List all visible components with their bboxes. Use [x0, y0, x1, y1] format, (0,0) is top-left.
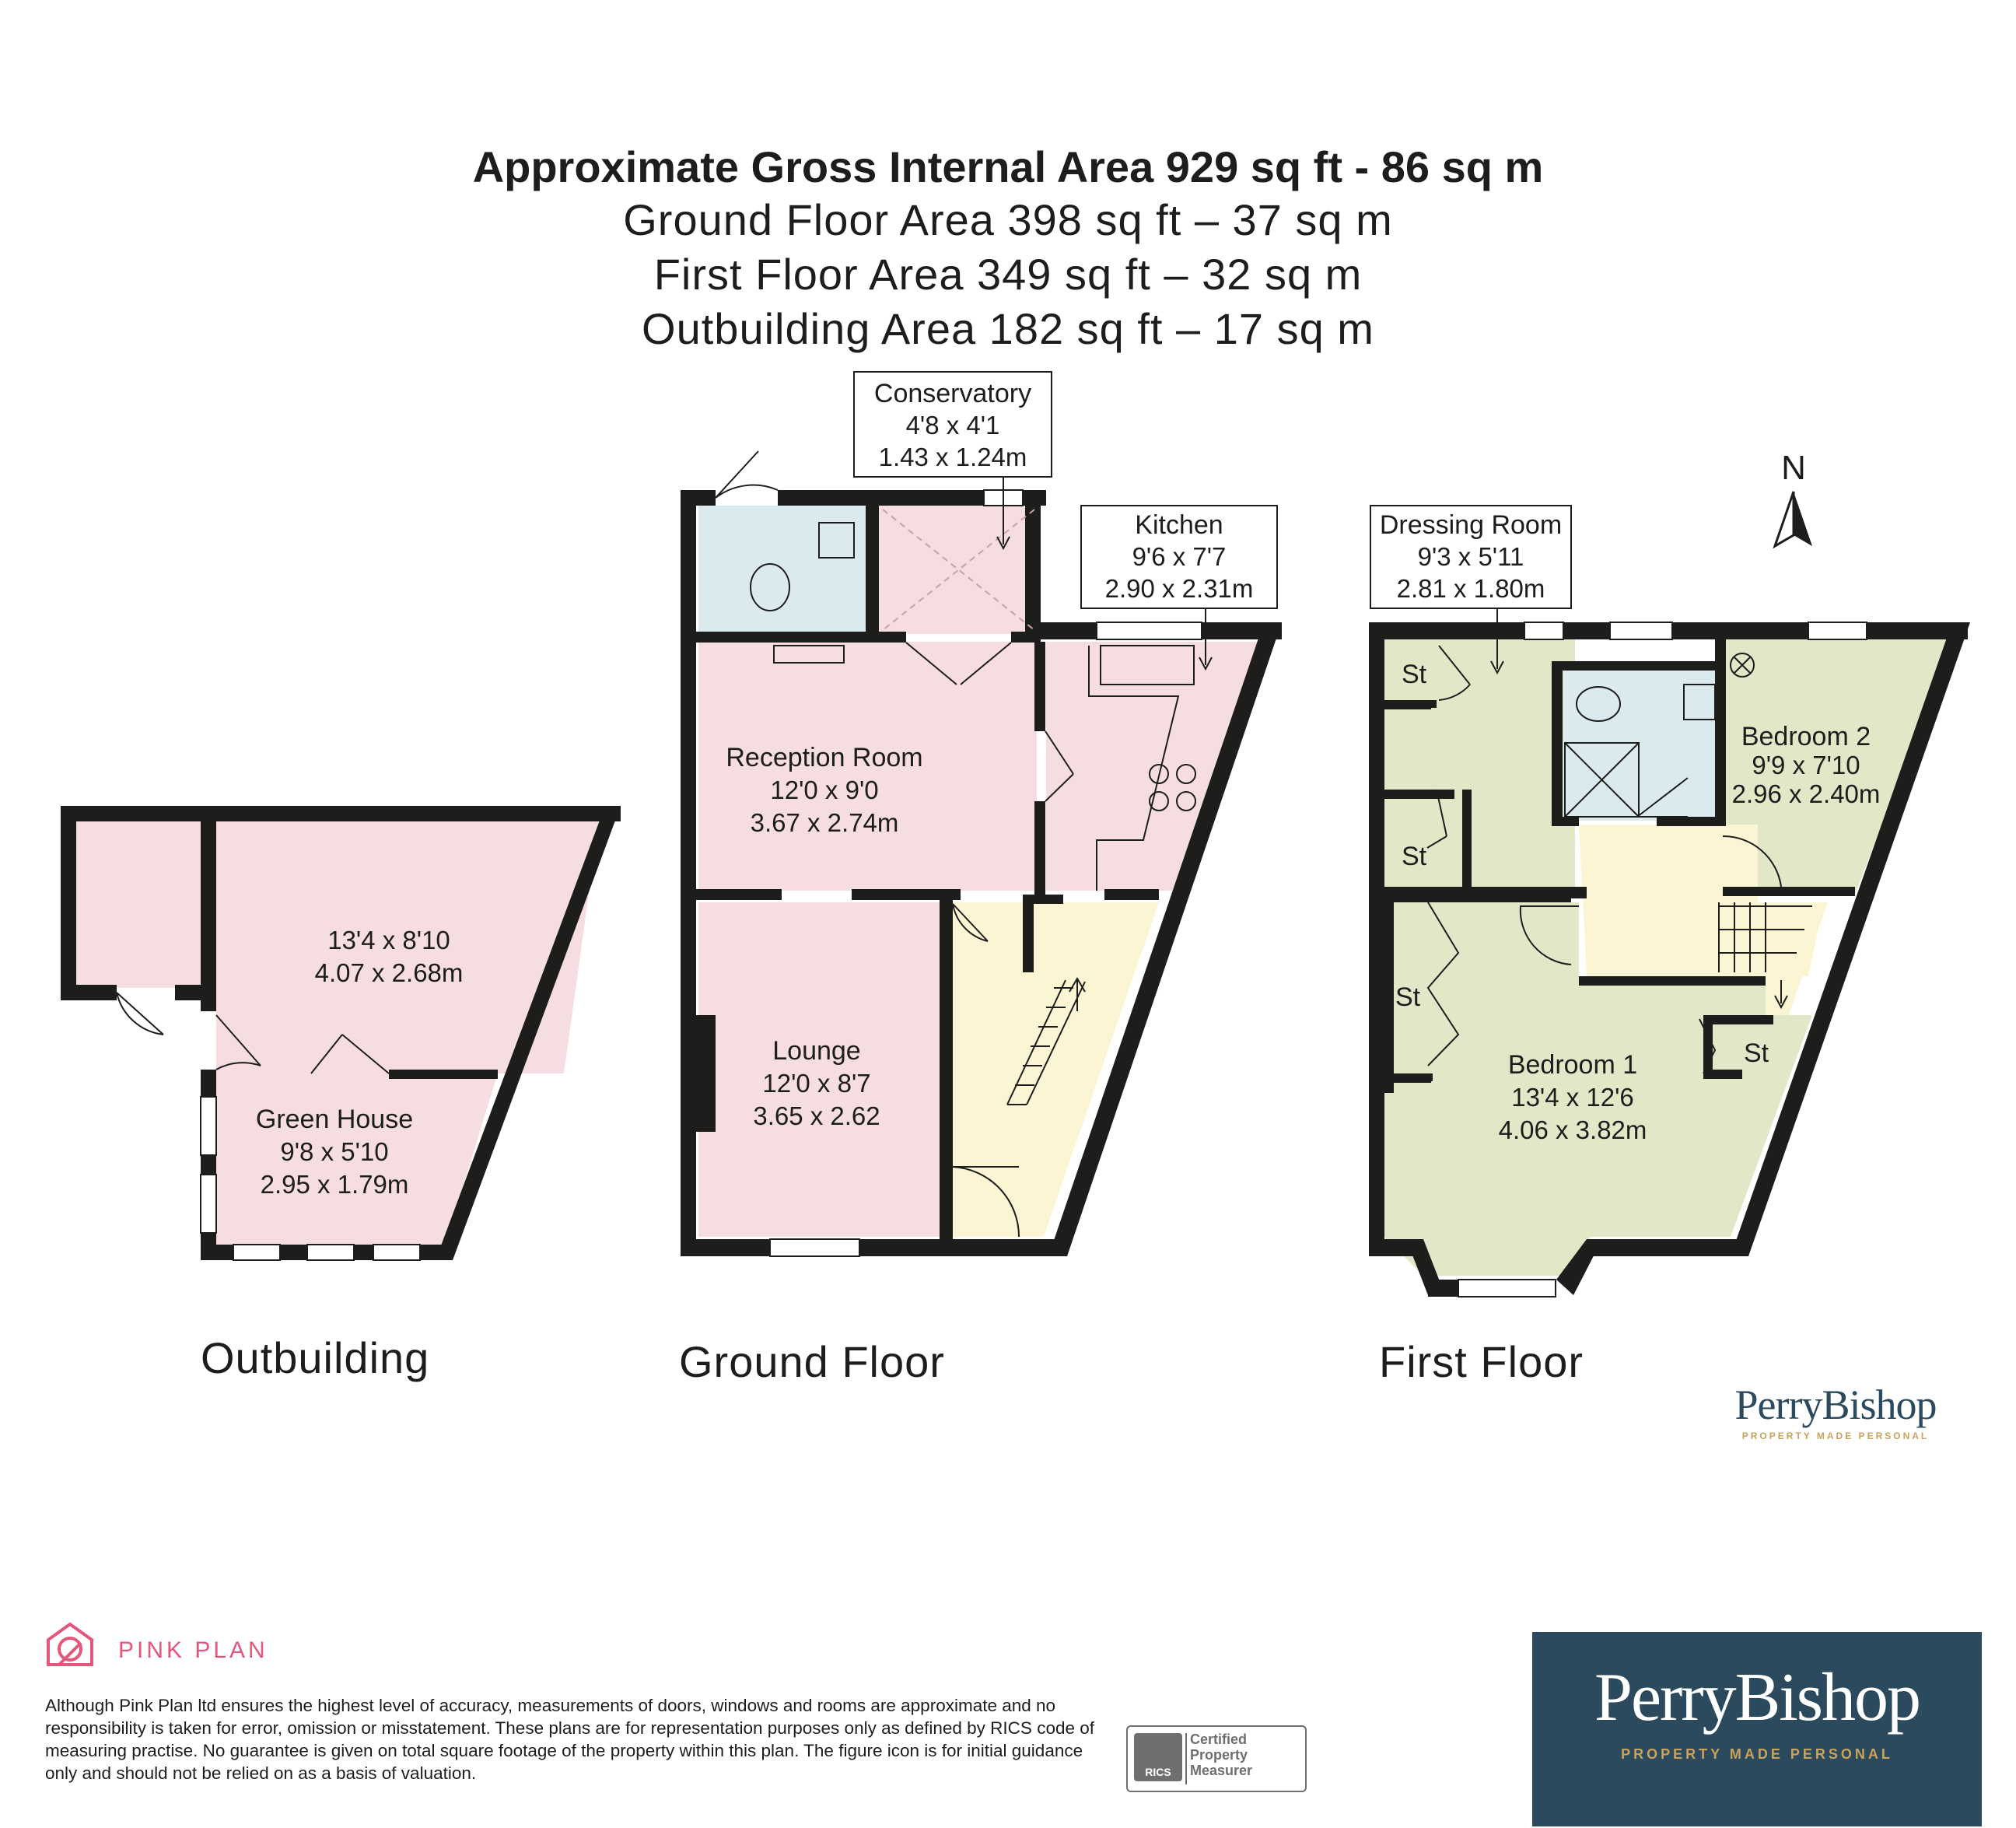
- shower-room-floor: [1563, 669, 1723, 821]
- bedroom1-dim-metric: 4.06 x 3.82m: [1498, 1115, 1647, 1144]
- green-house-label: Green House: [255, 1105, 414, 1134]
- reception-label: Reception Room: [726, 743, 923, 772]
- ground-floor-label: Ground Floor: [679, 1337, 945, 1386]
- outbuilding-store-floor: [76, 821, 208, 988]
- brand-tagline-large: PROPERTY MADE PERSONAL: [1621, 1746, 1893, 1762]
- rics-divider: [1185, 1733, 1187, 1784]
- dressing-room-dim-imperial: 9'3 x 5'11: [1417, 542, 1524, 571]
- lounge-label: Lounge: [772, 1036, 861, 1066]
- kitchen-dim-metric: 2.90 x 2.31m: [1104, 574, 1254, 603]
- bedroom1-label: Bedroom 1: [1507, 1050, 1638, 1080]
- bedroom2-dim-imperial: 9'9 x 7'10: [1752, 751, 1860, 779]
- disclaimer-text: Although Pink Plan ltd ensures the highest level of accuracy, measurements of doors, windows and rooms are approximate and no responsibility is taken for error, omission or misstatement. These plans are for representation purposes only as defined by RICS code of measuring practise. No guarantee is given on total square footage of the property within this plan. The figure icon is for initial guidance only and should not be relied on as a basis of valuation.: [45, 1696, 1095, 1783]
- brand-logo-small: [1723, 1381, 1948, 1441]
- first-floor-label: First Floor: [1379, 1337, 1584, 1386]
- rics-certified-badge: [1126, 1725, 1307, 1792]
- outbuilding-area: Outbuilding Area 182 sq ft – 17 sq m: [642, 304, 1374, 353]
- compass-north-label: N: [1781, 449, 1806, 487]
- bedroom2-label: Bedroom 2: [1741, 722, 1871, 751]
- brand-name-large: PerryBishop: [1594, 1660, 1920, 1735]
- first-floor-area: First Floor Area 349 sq ft – 32 sq m: [653, 250, 1363, 299]
- ground-floor-plan: [681, 372, 1282, 1256]
- store-label-2: St: [1401, 842, 1427, 871]
- pinkplan-label: PINK PLAN: [118, 1637, 268, 1663]
- green-house-dim-imperial: 9'8 x 5'10: [280, 1137, 389, 1166]
- rics-line2: Property: [1190, 1747, 1248, 1763]
- kitchen-label: Kitchen: [1135, 510, 1223, 540]
- store-label-4: St: [1743, 1038, 1769, 1068]
- bedroom1-dim-imperial: 13'4 x 12'6: [1511, 1083, 1634, 1112]
- rics-line3: Measurer: [1190, 1763, 1253, 1778]
- rics-logo-icon: RICS: [1134, 1733, 1182, 1781]
- rics-line1: Certified: [1190, 1732, 1248, 1747]
- reception-dim-metric: 3.67 x 2.74m: [750, 808, 899, 837]
- brand-tagline-small: PROPERTY MADE PERSONAL: [1741, 1431, 1930, 1441]
- pinkplan-logo-icon: [48, 1624, 92, 1665]
- conservatory-label: Conservatory: [873, 379, 1032, 408]
- green-house-dim-metric: 2.95 x 1.79m: [260, 1170, 409, 1199]
- conservatory-dim-metric: 1.43 x 1.24m: [878, 443, 1027, 471]
- lounge-dim-imperial: 12'0 x 8'7: [762, 1069, 871, 1098]
- outbuilding-room-dim-metric: 4.07 x 2.68m: [314, 958, 464, 987]
- bedroom2-dim-metric: 2.96 x 2.40m: [1731, 779, 1881, 808]
- ground-floor-area: Ground Floor Area 398 sq ft – 37 sq m: [623, 195, 1393, 244]
- brand-logo-box: [1532, 1632, 1982, 1826]
- store-label-3: St: [1395, 982, 1421, 1012]
- outbuilding-plan: [61, 806, 621, 1260]
- outbuilding-floor-label: Outbuilding: [201, 1333, 430, 1382]
- rics-text: [1190, 1732, 1252, 1778]
- outbuilding-room-dim-imperial: 13'4 x 8'10: [327, 926, 450, 954]
- lounge-dim-metric: 3.65 x 2.62: [753, 1101, 880, 1130]
- gross-area-title: Approximate Gross Internal Area 929 sq ft - 86 sq m: [472, 142, 1544, 191]
- dressing-room-label: Dressing Room: [1379, 510, 1563, 540]
- reception-dim-imperial: 12'0 x 9'0: [770, 776, 879, 804]
- first-floor-plan: [1369, 449, 1970, 1297]
- dressing-room-dim-metric: 2.81 x 1.80m: [1396, 574, 1545, 603]
- kitchen-dim-imperial: 9'6 x 7'7: [1132, 542, 1227, 571]
- store-label-1: St: [1401, 660, 1427, 689]
- conservatory-dim-imperial: 4'8 x 4'1: [905, 411, 1000, 439]
- brand-name-small: PerryBishop: [1734, 1382, 1937, 1428]
